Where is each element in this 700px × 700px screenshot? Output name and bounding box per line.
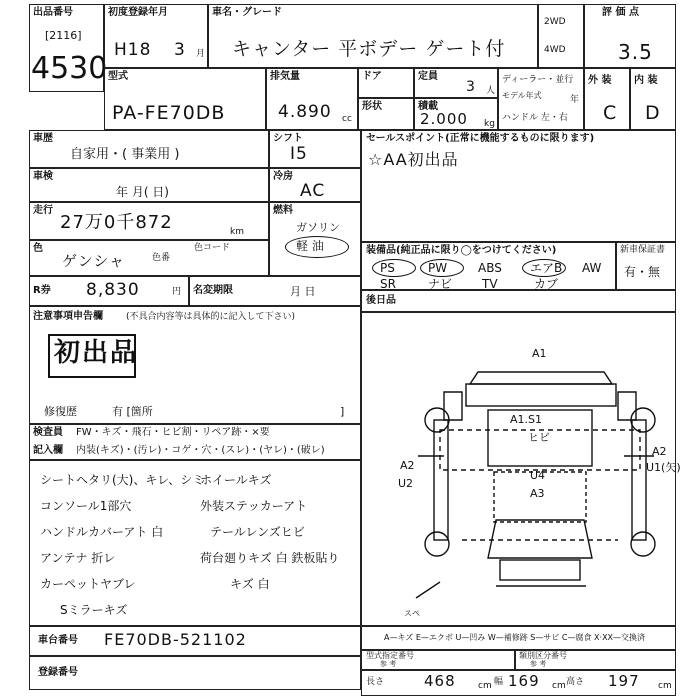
remark-line: キズ 白	[230, 577, 270, 591]
interior-value: D	[645, 102, 661, 124]
type-number-sub: 参 考	[380, 660, 397, 668]
remark-line: シートヘタリ(大)、キレ、シミ	[40, 473, 205, 487]
mileage-label: 走行	[33, 205, 53, 216]
diagram-label: A1	[532, 347, 547, 360]
height-value: 197	[608, 672, 640, 690]
load-value: 2.000	[420, 110, 468, 128]
width-unit: cm	[552, 681, 566, 691]
equipment-item: ABS	[478, 261, 502, 275]
length-value: 468	[424, 672, 456, 690]
model-label: 型式	[108, 71, 128, 82]
equipment-item: PS	[380, 261, 395, 275]
remark-line: ハンドルカバーアト 白	[40, 525, 164, 539]
mileage-value: 27万0千872	[60, 212, 173, 233]
lot-number: 4530	[31, 51, 108, 86]
remark-line: コンソール1部穴	[40, 499, 132, 513]
notes-sub: (不具合内容等は具体的に記入して下さい)	[126, 312, 296, 322]
history-options: 自家用・( 事業用 )	[70, 147, 180, 162]
equipment-item: カブ	[534, 277, 559, 291]
drive-4wd: 4WD	[544, 45, 566, 55]
car-name-label: 車名・グレード	[212, 7, 282, 18]
fuel-label: 燃料	[273, 205, 293, 216]
drive-2wd: 2WD	[544, 17, 566, 27]
remark-line: ホイールキズ	[200, 473, 272, 487]
shape-label: 形状	[362, 101, 382, 112]
capacity-value: 3	[466, 79, 476, 95]
recycle-unit: 円	[172, 287, 182, 297]
inspection-text: 年 月( 日)	[116, 185, 169, 199]
class-number-sub: 参 考	[530, 660, 547, 668]
capacity-unit: 人	[486, 86, 496, 96]
sales-point-value: ☆AA初出品	[368, 150, 459, 169]
displacement-value: 4.890	[278, 102, 332, 122]
diagram-label: U1(矢)	[646, 461, 681, 474]
first-reg-month: 3	[174, 40, 186, 60]
car-name-value: キャンター 平ボデー ゲート付	[232, 38, 506, 60]
notes-label: 注意事項申告欄	[33, 311, 103, 322]
capacity-label: 定員	[418, 71, 438, 82]
sales-point-label: セールスポイント(正常に機能するものに限ります)	[366, 133, 595, 144]
warranty-value: 有・無	[624, 265, 661, 279]
width-value: 169	[508, 672, 540, 690]
chassis-value: FE70DB-521102	[104, 630, 247, 649]
inspection-label: 車検	[33, 171, 53, 182]
remark-line: Sミラーキズ	[60, 603, 128, 617]
color-code-label: 色コード	[194, 243, 231, 253]
dealer-label: ディーラー・並行	[502, 75, 574, 85]
equipment-item: ナビ	[428, 277, 453, 291]
repair-text: 有 [箇所	[112, 405, 153, 418]
length-unit: cm	[478, 681, 492, 691]
aircon-value: AC	[300, 181, 326, 201]
damage-legend: A—キズ E—エクボ U—凹み W—補修跡 S—サビ C—腐食 X·XX—交換済	[384, 633, 646, 642]
diagram-label: U4	[530, 469, 546, 482]
registration-box	[29, 656, 361, 690]
displacement-unit: cc	[342, 114, 352, 124]
height-unit: cm	[658, 681, 672, 691]
record-line: 内装(キズ)・(汚レ)・コゲ・穴・(スレ)・(ヤレ)・(破レ)	[76, 445, 325, 456]
remark-line: テールレンズヒビ	[210, 525, 305, 539]
width-label: 幅	[494, 677, 504, 687]
title-deadline-label: 名変期限	[193, 285, 233, 296]
after-label: 後日品	[366, 295, 396, 306]
diagram-label: ヒビ	[528, 431, 550, 444]
first-reg-month-unit: 月	[196, 49, 206, 59]
load-unit: kg	[484, 119, 495, 129]
repair-label: 修復歴	[44, 405, 77, 418]
first-reg-year: H18	[114, 40, 152, 60]
model-year-unit: 年	[570, 95, 580, 105]
lot-label: 出品番号	[33, 7, 73, 18]
color-code-number-label: 色番	[152, 253, 171, 263]
diagram-label: A2	[400, 459, 415, 472]
load-label: 積載	[418, 101, 438, 112]
first-listing-stamp-text: 初出品	[54, 338, 139, 368]
color-label: 色	[33, 243, 43, 254]
diagram-label: A3	[530, 487, 545, 500]
equipment-label: 装備品(純正品に限り◯をつけてください)	[366, 245, 557, 256]
inspector-label: 検査員	[33, 427, 63, 438]
mileage-unit: km	[230, 227, 244, 237]
equipment-item: TV	[482, 277, 498, 291]
doors-label: ドア	[362, 71, 382, 82]
title-deadline-text: 月 日	[290, 285, 316, 298]
shift-value: I5	[290, 144, 308, 164]
handle-label: ハンドル 左・右	[502, 113, 568, 123]
first-reg-label: 初度登録年月	[108, 7, 168, 18]
score-label: 評 価 点	[602, 7, 639, 18]
aircon-label: 冷房	[273, 171, 293, 182]
equipment-item: SR	[380, 277, 396, 291]
remark-line: 外装ステッカーアト	[200, 499, 308, 513]
score-value: 3.5	[618, 40, 653, 64]
inspector-line: FW・キズ・飛石・ヒビ割・リペア跡・×要	[76, 427, 270, 438]
exterior-label: 外 装	[588, 75, 612, 86]
displacement-label: 排気量	[270, 71, 300, 82]
registration-label: 登録番号	[38, 667, 78, 678]
diagram-label: A2	[652, 445, 667, 458]
equipment-item: エアB	[530, 261, 563, 275]
diagram-label: スペ	[404, 609, 420, 618]
history-label: 車歴	[33, 133, 53, 144]
model-year-label: モデル年式	[502, 91, 542, 100]
color-value: ゲンシャ	[62, 252, 126, 270]
recycle-value: 8,830	[86, 280, 140, 300]
equipment-item: PW	[428, 261, 448, 275]
exterior-value: C	[603, 102, 618, 124]
remark-line: 荷台廻りキズ 白 鉄板貼り	[200, 551, 340, 565]
lot-code: [2116]	[45, 29, 82, 42]
height-label: 高さ	[566, 677, 585, 687]
remark-line: アンテナ 折レ	[40, 551, 116, 565]
interior-label: 内 装	[634, 75, 658, 86]
diagram-label: A1.S1	[510, 413, 543, 426]
diagram-label: U2	[398, 477, 414, 490]
shift-label: シフト	[273, 133, 303, 144]
warranty-label: 新車保証書	[620, 245, 666, 255]
repair-close: ]	[340, 405, 345, 418]
fuel-diesel: 軽 油	[296, 239, 324, 253]
type-number-label: 型式指定番号	[366, 651, 414, 660]
chassis-label: 車台番号	[38, 635, 78, 646]
recycle-label: R券	[33, 285, 51, 296]
class-number-label: 類別区分番号	[519, 651, 567, 660]
length-label: 長さ	[366, 677, 385, 687]
remark-line: カーペットヤブレ	[40, 577, 136, 591]
record-label: 記入欄	[33, 445, 63, 456]
fuel-gasoline: ガソリン	[296, 221, 340, 234]
equipment-item: AW	[582, 261, 602, 275]
model-value: PA-FE70DB	[112, 102, 226, 124]
